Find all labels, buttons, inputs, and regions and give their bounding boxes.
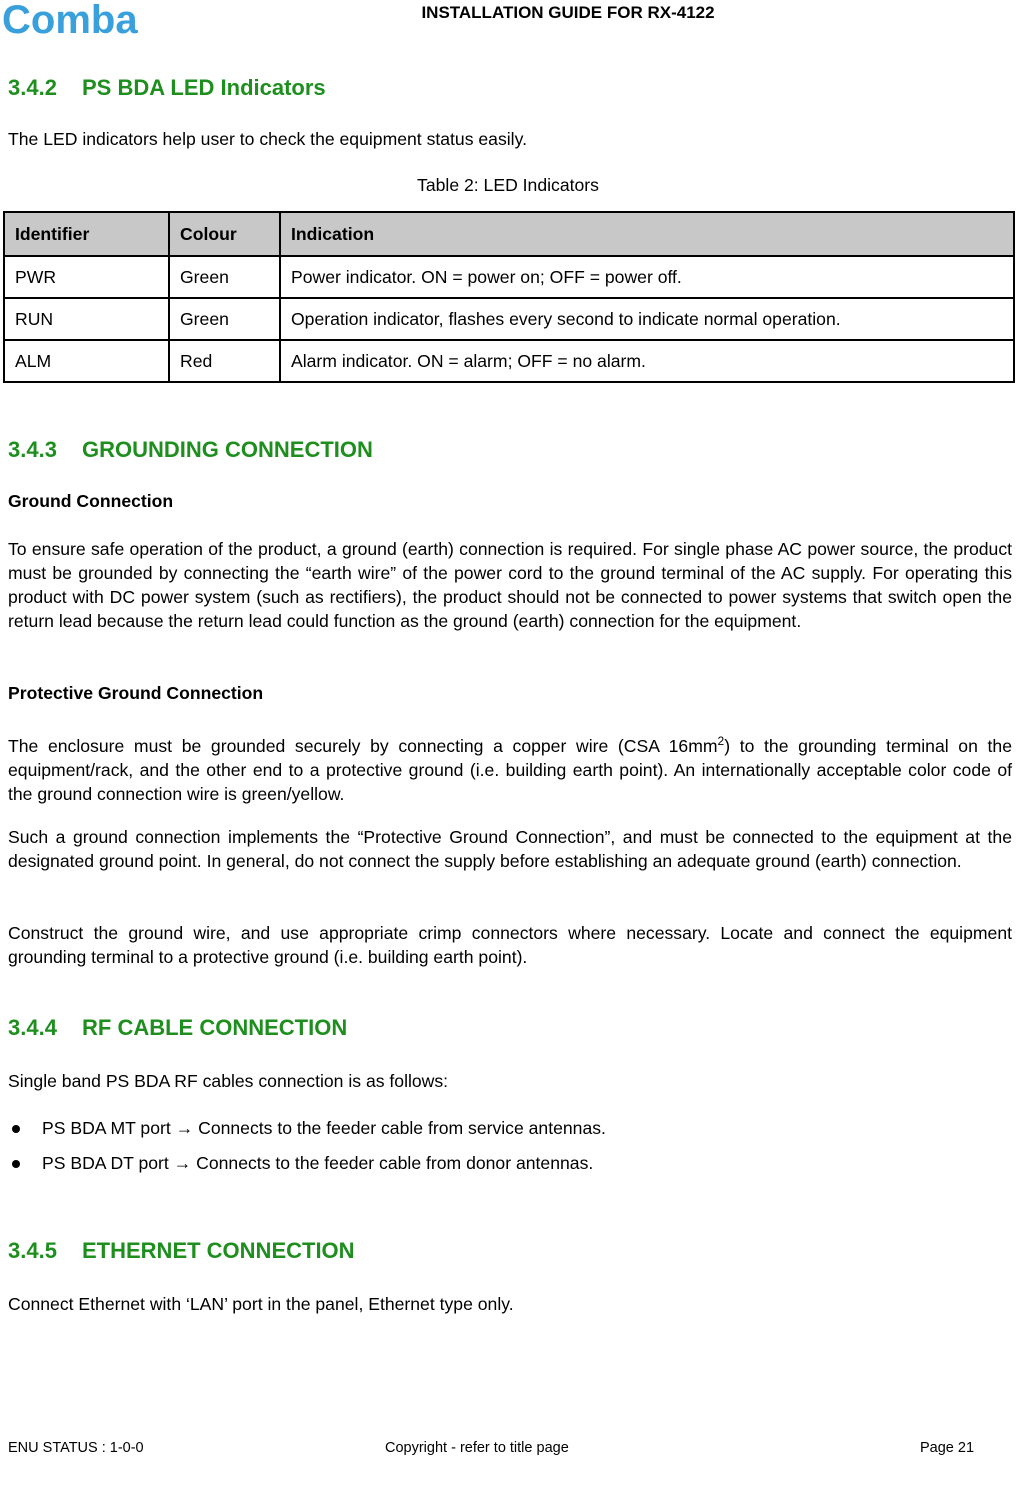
table-cell: RUN — [4, 298, 169, 340]
section-number: 3.4.4 — [8, 1015, 57, 1040]
table-cell: Red — [169, 340, 280, 382]
column-header: Colour — [169, 212, 280, 256]
document-title: INSTALLATION GUIDE FOR RX-4122 — [421, 3, 715, 22]
table-row — [4, 256, 1014, 298]
section-number: 3.4.2 — [8, 75, 57, 100]
column-header: Indication — [280, 212, 1014, 256]
section-title: GROUNDING CONNECTION — [82, 437, 373, 462]
table-cell: Operation indicator, flashes every second to indicate normal operation. — [280, 298, 1014, 340]
subheading-protective-ground: Protective Ground Connection — [8, 683, 264, 703]
footer-page-number: Page 21 — [920, 1440, 975, 1456]
table-row — [4, 340, 1014, 382]
table-cell: Green — [169, 298, 280, 340]
table-cell: Alarm indicator. ON = alarm; OFF = no alarm. — [280, 340, 1014, 382]
section-heading-3-4-4 — [8, 1015, 347, 1041]
list-item-text: PS BDA MT port → Connects to the feeder cable from service antennas. — [42, 1118, 606, 1138]
section-number: 3.4.3 — [8, 437, 57, 462]
section-number: 3.4.5 — [8, 1238, 57, 1263]
footer-status: ENU STATUS : 1-0-0 — [8, 1440, 144, 1456]
footer-copyright: Copyright - refer to title page — [385, 1440, 569, 1456]
paragraph-text: ) to the grounding terminal on the equipment/rack, and the other end to a protective ground (i.e. building earth point). An internationally acceptable color code of the ground connection wire is green/yellow. — [8, 735, 1012, 804]
subheading-ground-connection: Ground Connection — [8, 491, 174, 511]
list-item — [12, 1153, 593, 1174]
bullet-icon — [12, 1160, 20, 1168]
table-row — [4, 298, 1014, 340]
led-indicator-table — [3, 211, 1015, 383]
led-intro: The LED indicators help user to check the equipment status easily. — [8, 129, 527, 149]
section-heading-3-4-2 — [8, 75, 326, 101]
rf-intro: Single band PS BDA RF cables connection is as follows: — [8, 1071, 449, 1091]
table-cell: ALM — [4, 340, 169, 382]
column-header: Identifier — [4, 212, 169, 256]
ethernet-paragraph: Connect Ethernet with ‘LAN’ port in the panel, Ethernet type only. — [8, 1294, 514, 1314]
table-header-row — [4, 212, 1014, 256]
list-item-text: PS BDA DT port → Connects to the feeder cable from donor antennas. — [42, 1153, 594, 1173]
table-cell: Green — [169, 256, 280, 298]
ground-wire-paragraph: Construct the ground wire, and use appropriate crimp connectors where necessary. Locate and connect the equipment grounding terminal to a protective ground (i.e. building earth point). — [8, 923, 1012, 967]
bullet-icon — [12, 1125, 20, 1133]
list-item — [12, 1118, 606, 1139]
section-title: PS BDA LED Indicators — [82, 75, 326, 100]
protective-ground-paragraph — [8, 729, 1012, 806]
logo-text: Comba — [2, 0, 138, 40]
paragraph-text: The enclosure must be grounded securely by connecting a copper wire (CSA 16mm — [8, 735, 718, 756]
section-title: ETHERNET CONNECTION — [82, 1238, 355, 1263]
section-title: RF CABLE CONNECTION — [82, 1015, 348, 1040]
protective-ground-paragraph-2: Such a ground connection implements the “Protective Ground Connection”, and must be connected to the equipment at the designated ground point. In general, do not connect the supply before establishing an adequate ground (earth) connection. — [8, 827, 1012, 871]
superscript: 2 — [717, 734, 725, 748]
section-heading-3-4-5 — [8, 1238, 355, 1264]
table-caption: Table 2: LED Indicators — [417, 175, 599, 195]
ground-connection-paragraph: To ensure safe operation of the product, a ground (earth) connection is required. For single phase AC power source, the product must be grounded by connecting the “earth wire” of the power cord to the ground terminal of the AC supply. For operating this product with DC power system (such as rectifiers), the product should not be connected to power systems that switch open the return lead because the return lead could function as the ground (earth) connection for the equipment. — [8, 539, 1012, 631]
table-cell: PWR — [4, 256, 169, 298]
section-heading-3-4-3 — [8, 437, 373, 463]
table-cell: Power indicator. ON = power on; OFF = power off. — [280, 256, 1014, 298]
